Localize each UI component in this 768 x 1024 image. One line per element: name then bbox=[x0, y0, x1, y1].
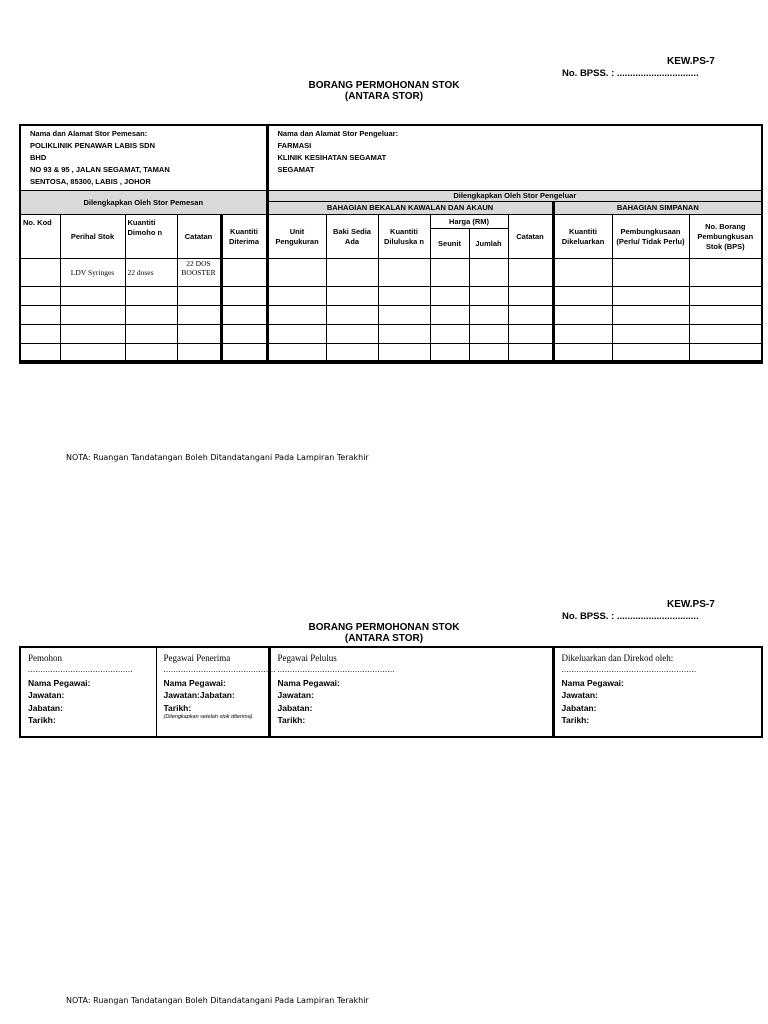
pengeluar-line: FARMASI bbox=[277, 141, 312, 150]
penerima-signature-line: ............................................. bbox=[163, 664, 276, 674]
dikeluarkan-cell bbox=[553, 647, 762, 737]
pelulus-tarikh: Tarikh: bbox=[277, 715, 306, 725]
pelulus-jawatan: Jawatan: bbox=[277, 690, 314, 700]
pengeluar-line: KLINIK KESIHATAN SEGAMAT bbox=[277, 153, 387, 162]
pengeluar-line: SEGAMAT bbox=[277, 165, 315, 174]
penerima-nama: Nama Pegawai: bbox=[163, 677, 226, 688]
pemesan-section-header: Dilengkapkan Oleh Stor Pemesan bbox=[20, 191, 267, 215]
pemohon-jawatan: Jawatan: bbox=[28, 690, 65, 700]
pelulus-jabatan: Jabatan: bbox=[277, 702, 313, 713]
form-title: BORANG PERMOHONAN STOK bbox=[308, 622, 460, 633]
dikeluarkan-nama: Nama Pegawai: bbox=[561, 677, 624, 688]
col-kuantiti-diluluskan: Kuantiti Diluluska n bbox=[378, 215, 430, 259]
table-row bbox=[20, 306, 762, 325]
dikeluarkan-jawatan: Jawatan: bbox=[561, 690, 598, 700]
col-kuantiti-dimohon: Kuantiti Dimoho n bbox=[125, 215, 177, 259]
bpss-number: No. BPSS. : ............................... bbox=[562, 68, 699, 79]
col-perihal-stok: Perihal Stok bbox=[60, 215, 125, 259]
col-kuantiti-dikeluarkan: Kuantiti Dikeluarkan bbox=[553, 215, 612, 259]
stock-request-table bbox=[19, 124, 763, 364]
form-code: KEW.PS-7 bbox=[667, 56, 715, 67]
row-kuantiti: 22 doses bbox=[125, 259, 177, 287]
pemesan-line: POLIKLINIK PENAWAR LABIS SDN bbox=[30, 141, 156, 150]
form-subtitle: (ANTARA STOR) bbox=[344, 91, 424, 102]
dikeluarkan-heading: Dikeluarkan dan Direkod oleh: bbox=[561, 653, 674, 663]
nota-text: NOTA: Ruangan Tandatangan Boleh Ditandatangani Pada Lampiran Terakhir bbox=[66, 996, 369, 1005]
bekalan-section-header: BAHAGIAN BEKALAN KAWALAN DAN AKAUN bbox=[267, 202, 553, 215]
pemohon-signature-line: .......................................... bbox=[28, 664, 133, 674]
col-unit-pengukuran: Unit Pengukuran bbox=[267, 215, 326, 259]
pemesan-address-cell bbox=[20, 125, 267, 191]
pemesan-line: BHD bbox=[30, 153, 47, 162]
pemohon-cell bbox=[20, 647, 156, 737]
row-perihal: LDV Syringes bbox=[60, 259, 125, 287]
col-harga: Harga (RM) bbox=[430, 215, 508, 229]
penerima-jawatan: Jawatan:Jabatan: bbox=[163, 690, 235, 700]
pemesan-line: NO 93 & 95 , JALAN SEGAMAT, TAMAN bbox=[30, 165, 170, 174]
pengeluar-section-header: Dilengkapkan Oleh Stor Pengeluar bbox=[267, 191, 762, 202]
pemohon-jabatan: Jabatan: bbox=[28, 702, 63, 713]
pemohon-nama: Nama Pegawai: bbox=[28, 677, 91, 688]
col-no-kod: No. Kod bbox=[20, 215, 60, 259]
pelulus-nama: Nama Pegawai: bbox=[277, 677, 340, 688]
penerima-tarikh: Tarikh: bbox=[163, 702, 192, 713]
row-catatan: 22 DOS BOOSTER bbox=[177, 259, 221, 287]
pelulus-cell bbox=[269, 647, 553, 737]
penerima-note: (Dilengkapkan setelah stok diterima) bbox=[163, 714, 253, 720]
table-row bbox=[20, 259, 762, 287]
pemesan-label: Nama dan Alamat Stor Pemesan: bbox=[30, 129, 148, 138]
pelulus-signature-line: ............................................... bbox=[277, 664, 395, 674]
pemohon-heading: Pemohon bbox=[28, 653, 63, 663]
col-no-borang: No. Borang Pembungkusan Stok (BPS) bbox=[689, 215, 762, 259]
table-row bbox=[20, 287, 762, 306]
pengeluar-label: Nama dan Alamat Stor Pengeluar: bbox=[277, 129, 399, 138]
penerima-heading: Pegawai Penerima bbox=[163, 653, 231, 663]
dikeluarkan-jabatan: Jabatan: bbox=[561, 702, 597, 713]
table-row bbox=[20, 325, 762, 344]
col-pembungkusan: Pembungkusaan (Perlu/ Tidak Perlu) bbox=[612, 215, 689, 259]
bpss-number: No. BPSS. : ............................... bbox=[562, 611, 699, 622]
pemesan-line: SENTOSA, 85300, LABIS , JOHOR bbox=[30, 177, 151, 186]
signature-table bbox=[19, 646, 763, 738]
col-kuantiti-diterima: Kuantiti Diterima bbox=[221, 215, 267, 259]
pengeluar-address-cell bbox=[267, 125, 762, 191]
form-title: BORANG PERMOHONAN STOK bbox=[308, 80, 460, 91]
pemohon-tarikh: Tarikh: bbox=[28, 715, 56, 725]
col-catatan: Catatan bbox=[177, 215, 221, 259]
nota-text: NOTA: Ruangan Tandatangan Boleh Ditandatangani Pada Lampiran Terakhir bbox=[66, 453, 369, 462]
col-catatan-2: Catatan bbox=[508, 215, 553, 259]
form-subtitle: (ANTARA STOR) bbox=[344, 633, 424, 644]
penerima-cell bbox=[156, 647, 276, 737]
pelulus-heading: Pegawai Pelulus bbox=[277, 653, 337, 663]
dikeluarkan-signature-line: ...................................................... bbox=[561, 664, 697, 674]
col-jumlah: Jumlah bbox=[469, 229, 508, 259]
simpanan-section-header: BAHAGIAN SIMPANAN bbox=[553, 202, 762, 215]
col-baki-sedia-ada: Baki Sedia Ada bbox=[326, 215, 378, 259]
col-seunit: Seunit bbox=[430, 229, 469, 259]
form-code: KEW.PS-7 bbox=[667, 599, 715, 610]
table-row bbox=[20, 344, 762, 362]
dikeluarkan-tarikh: Tarikh: bbox=[561, 715, 590, 725]
